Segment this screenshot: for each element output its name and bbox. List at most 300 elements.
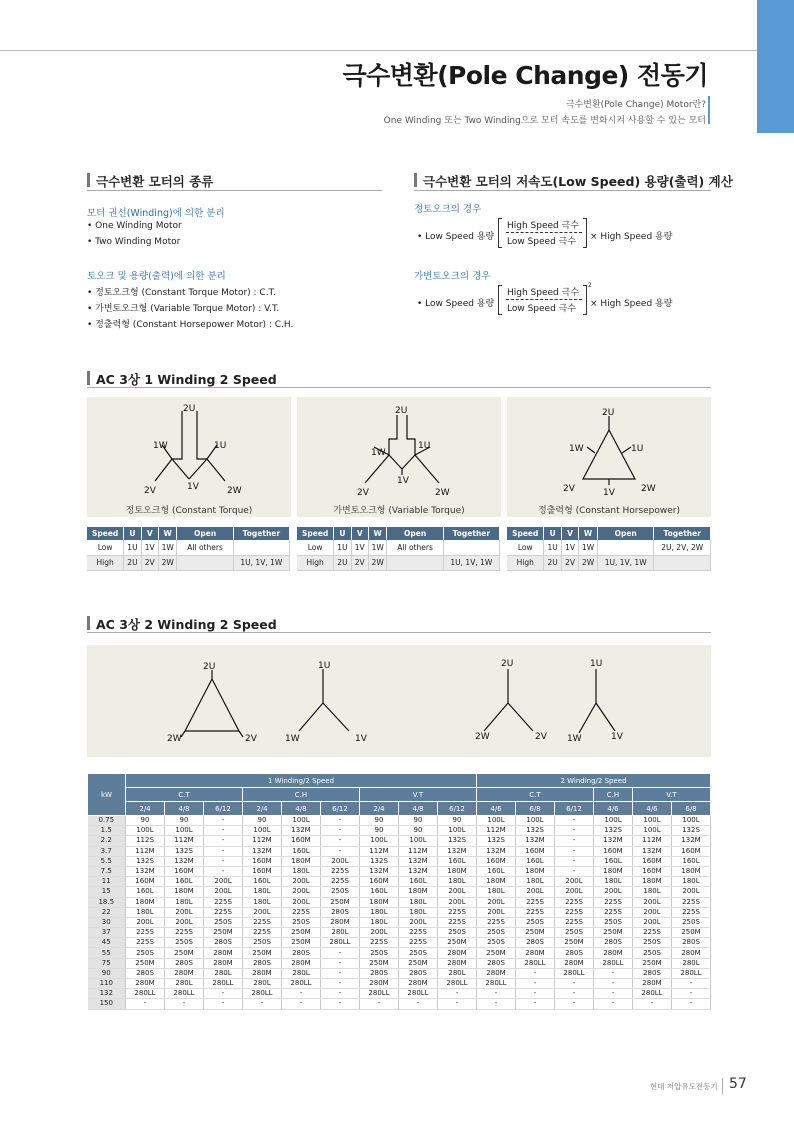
section-title-2winding: AC 3상 2 Winding 2 Speed [87, 615, 277, 633]
frame-cell: - [594, 968, 633, 978]
frame-cell: 132S [516, 826, 555, 836]
table-cell: 2U, 2V, 2W [654, 540, 711, 555]
frame-cell: - [165, 999, 204, 1009]
kw-cell: 1.5 [88, 826, 126, 836]
table-row [88, 897, 711, 907]
terminal-label: 1U [590, 659, 603, 669]
frame-cell: 200L [360, 928, 399, 938]
frame-cell: 180M [438, 866, 477, 876]
frame-cell: 180M [594, 866, 633, 876]
frame-cell: 280LL [321, 938, 360, 948]
diagram-caption: 가변토오크형 (Variable Torque) [333, 506, 465, 516]
frame-cell: 225S [282, 907, 321, 917]
frame-cell: 250S [477, 928, 516, 938]
frame-cell: 225S [555, 907, 594, 917]
frame-cell: 280M [594, 948, 633, 958]
footer-divider [722, 1078, 723, 1094]
terminal-label: 2U [395, 406, 408, 416]
frame-cell: 160L [516, 856, 555, 866]
table-cell: All others [387, 540, 443, 555]
frame-cell: 160L [399, 877, 438, 887]
col-header: Together [443, 527, 499, 540]
frame-cell: 180L [243, 887, 282, 897]
terminal-label: 2W [475, 732, 490, 742]
frame-cell: 250S [672, 917, 711, 927]
kw-cell: 18.5 [88, 897, 126, 907]
frame-cell: - [204, 866, 243, 876]
frame-cell: - [555, 989, 594, 999]
table-row [88, 877, 711, 887]
table-cell: 1W [158, 540, 177, 555]
frame-cell: 180M [399, 887, 438, 897]
frame-cell: 90 [360, 816, 399, 826]
frame-cell: - [204, 816, 243, 826]
table-row [88, 989, 711, 999]
kw-cell: 15 [88, 887, 126, 897]
bracket-right [583, 218, 587, 248]
pole-header: 6/8 [672, 802, 711, 816]
frame-cell: 160L [243, 877, 282, 887]
page-title: 극수변환(Pole Change) 전동기 [342, 61, 708, 90]
pole-header: 6/8 [516, 802, 555, 816]
frame-cell: 100L [477, 816, 516, 826]
frame-cell: 280LL [555, 968, 594, 978]
frame-size-table [87, 773, 711, 1010]
table-cell: 1U [124, 540, 141, 555]
frame-cell: 132M [126, 866, 165, 876]
terminal-label: 2U [602, 408, 615, 418]
frame-cell: - [321, 968, 360, 978]
table-cell: 2V [561, 555, 578, 570]
frame-cell: - [672, 979, 711, 989]
col-header: Open [597, 527, 654, 540]
frame-cell: - [672, 989, 711, 999]
terminal-label: 1W [567, 734, 582, 744]
frame-cell: 132S [360, 856, 399, 866]
frame-cell: 225S [516, 907, 555, 917]
frame-cell: - [204, 826, 243, 836]
frame-cell: 225S [438, 907, 477, 917]
frame-cell: 225S [477, 917, 516, 927]
table-cell: 2V [351, 555, 368, 570]
frame-cell: 132S [438, 836, 477, 846]
frame-cell: 280M [438, 948, 477, 958]
frame-cell: 180M [165, 887, 204, 897]
pole-header-row [88, 802, 711, 816]
type-header: C.H [594, 788, 633, 802]
frame-cell: 280M [360, 979, 399, 989]
ct-wiring-svg [87, 397, 291, 517]
frame-cell: 160M [360, 877, 399, 887]
frame-cell: 112M [126, 846, 165, 856]
frame-cell: 280M [204, 958, 243, 968]
frame-cell: 200L [633, 917, 672, 927]
frame-cell: 180L [165, 897, 204, 907]
table-row [88, 907, 711, 917]
frame-cell: 225S [165, 928, 204, 938]
terminal-label: 2W [227, 486, 242, 496]
col-header: U [124, 527, 141, 540]
col-header: U [334, 527, 351, 540]
frame-cell: 180L [360, 917, 399, 927]
frame-cell: 225S [243, 928, 282, 938]
frame-cell: 280S [672, 938, 711, 948]
table-row [88, 836, 711, 846]
frame-cell: 160L [360, 887, 399, 897]
frame-cell: 100L [438, 826, 477, 836]
frame-cell: - [399, 999, 438, 1009]
frame-cell: 250M [399, 958, 438, 968]
frame-cell: 160M [243, 866, 282, 876]
two-winding-svg [87, 645, 711, 757]
frame-cell: 250S [399, 948, 438, 958]
frame-cell: - [555, 979, 594, 989]
table-cell: 1W [368, 540, 387, 555]
table-cell: Low [87, 540, 124, 555]
table-row [507, 540, 711, 555]
list-item: • 정출력형 (Constant Horsepower Motor) : C.H. [87, 320, 294, 330]
terminal-label: 1V [355, 734, 367, 744]
frame-cell: 280LL [126, 989, 165, 999]
table-row [88, 958, 711, 968]
table-row [88, 887, 711, 897]
frame-cell: 280LL [165, 989, 204, 999]
frame-cell: 250M [672, 928, 711, 938]
frame-cell: 280S [243, 958, 282, 968]
frame-cell: 180M [672, 866, 711, 876]
two-winding-diagram [87, 645, 711, 757]
frame-cell: 280M [555, 958, 594, 968]
kw-cell: 37 [88, 928, 126, 938]
frame-cell: - [321, 999, 360, 1009]
frame-cell: 280L [165, 979, 204, 989]
frame-cell: 250M [633, 958, 672, 968]
vt-connection-table [297, 527, 500, 571]
frame-cell: 280LL [360, 989, 399, 999]
frame-cell: - [555, 816, 594, 826]
frame-cell: 250S [360, 948, 399, 958]
frame-cell: 250S [555, 928, 594, 938]
frame-cell: 100L [594, 816, 633, 826]
frame-cell: 250S [516, 917, 555, 927]
formula-denominator: Low Speed 극수 [507, 237, 577, 247]
table-row [87, 555, 290, 570]
table-cell: 1U, 1V, 1W [233, 555, 289, 570]
frame-cell: 225S [321, 877, 360, 887]
type-header: C.H [243, 788, 360, 802]
frame-cell: 280S [165, 958, 204, 968]
table-cell [597, 540, 654, 555]
fraction-bar [506, 299, 582, 300]
frame-cell: - [204, 999, 243, 1009]
table-cell: High [87, 555, 124, 570]
frame-cell: 225S [633, 928, 672, 938]
frame-cell: 280LL [399, 989, 438, 999]
frame-cell: 132M [477, 846, 516, 856]
ct-connection-table [87, 527, 290, 571]
pole-header: 6/12 [321, 802, 360, 816]
frame-cell: 132M [672, 836, 711, 846]
terminal-label: 2U [183, 404, 196, 414]
frame-cell: 180M [360, 897, 399, 907]
frame-cell: 200L [282, 877, 321, 887]
table-cell [177, 555, 233, 570]
frame-cell: 250S [243, 938, 282, 948]
section-title-calc: 극수변환 모터의 저속도(Low Speed) 용량(출력) 계산 [414, 172, 733, 190]
frame-cell: 90 [243, 816, 282, 826]
frame-table-body [88, 816, 711, 1010]
frame-cell: 180M [477, 877, 516, 887]
pole-header: 4/6 [477, 802, 516, 816]
frame-cell: 280LL [633, 989, 672, 999]
frame-cell: 112M [165, 836, 204, 846]
frame-cell: 200L [204, 877, 243, 887]
winding-split-heading: 모터 권선(Winding)에 의한 분리 [87, 208, 225, 219]
terminal-label: 1V [397, 476, 409, 486]
frame-cell: 180M [633, 877, 672, 887]
frame-cell: 132M [360, 866, 399, 876]
table-row [88, 968, 711, 978]
frame-cell: - [321, 979, 360, 989]
frame-cell: 160L [282, 846, 321, 856]
frame-cell: 250S [321, 887, 360, 897]
section-title-1winding: AC 3상 1 Winding 2 Speed [87, 370, 277, 388]
col-header: W [579, 527, 598, 540]
terminal-label: 2V [357, 488, 369, 498]
frame-cell: 225S [555, 917, 594, 927]
frame-cell: 180L [594, 877, 633, 887]
frame-cell: 280LL [243, 989, 282, 999]
table-cell: 1V [561, 540, 578, 555]
frame-cell: 160L [438, 856, 477, 866]
frame-cell: - [672, 999, 711, 1009]
header-rule [0, 50, 757, 51]
section-title-types: 극수변환 모터의 종류 [87, 172, 213, 190]
frame-cell: 100L [243, 826, 282, 836]
frame-cell: 90 [438, 816, 477, 826]
frame-cell: 132M [516, 836, 555, 846]
frame-cell: 225S [399, 928, 438, 938]
table-row [507, 555, 711, 570]
frame-cell: - [321, 846, 360, 856]
table-row [88, 979, 711, 989]
pole-header: 2/4 [126, 802, 165, 816]
frame-cell: 280LL [282, 979, 321, 989]
table-cell: High [507, 555, 544, 570]
frame-cell: 225S [594, 907, 633, 917]
frame-cell: - [555, 999, 594, 1009]
frame-cell: 280M [633, 979, 672, 989]
frame-cell: - [555, 846, 594, 856]
frame-cell: - [516, 968, 555, 978]
frame-cell: 225S [126, 938, 165, 948]
frame-cell: - [282, 999, 321, 1009]
frame-cell: - [555, 866, 594, 876]
frame-cell: 280M [165, 968, 204, 978]
frame-cell: 132M [633, 846, 672, 856]
frame-cell: 250M [165, 948, 204, 958]
frame-cell: 250S [594, 917, 633, 927]
frame-cell: 280S [555, 948, 594, 958]
frame-cell: 160M [165, 866, 204, 876]
frame-cell: 100L [282, 816, 321, 826]
frame-cell: - [516, 979, 555, 989]
frame-cell: 112M [633, 836, 672, 846]
frame-cell: 280S [360, 968, 399, 978]
col-header: W [368, 527, 387, 540]
frame-cell: 280L [321, 928, 360, 938]
frame-cell: 280S [477, 958, 516, 968]
terminal-label: 1U [631, 444, 644, 454]
formula-exponent: 2 [588, 282, 592, 289]
frame-cell: 200L [516, 887, 555, 897]
table-cell: 1U, 1V, 1W [597, 555, 654, 570]
frame-cell: 132M [282, 826, 321, 836]
frame-cell: 112M [243, 836, 282, 846]
group-header: 2 Winding/2 Speed [477, 774, 711, 788]
kw-cell: 3.7 [88, 846, 126, 856]
pole-header: 6/12 [438, 802, 477, 816]
frame-cell: 280M [126, 979, 165, 989]
kw-cell: 5.5 [88, 856, 126, 866]
frame-cell: 180L [633, 887, 672, 897]
type-header: C.T [126, 788, 243, 802]
frame-cell: 250M [282, 938, 321, 948]
section-rule [87, 632, 711, 633]
table-row [88, 938, 711, 948]
bracket-right [583, 285, 587, 315]
kw-cell: 45 [88, 938, 126, 948]
type-header: V.T [360, 788, 477, 802]
frame-cell: 100L [516, 816, 555, 826]
list-item: • 가변토오크형 (Variable Torque Motor) : V.T. [87, 304, 280, 314]
frame-cell: 280M [672, 948, 711, 958]
frame-cell: - [360, 999, 399, 1009]
pole-header: 4/8 [399, 802, 438, 816]
pole-header: 2/4 [243, 802, 282, 816]
col-header: Speed [297, 527, 334, 540]
pole-header: 4/6 [594, 802, 633, 816]
frame-cell: - [321, 826, 360, 836]
frame-cell: 280S [399, 968, 438, 978]
frame-cell: 160L [126, 887, 165, 897]
frame-cell: - [321, 989, 360, 999]
section-rule [414, 190, 711, 191]
table-cell: Low [507, 540, 544, 555]
terminal-label: 1U [214, 441, 227, 451]
frame-cell: 132M [243, 846, 282, 856]
frame-cell: 200L [204, 887, 243, 897]
chapter-tab [757, 0, 794, 133]
frame-cell: 250M [243, 948, 282, 958]
formula-numerator: High Speed 극수 [507, 288, 580, 298]
ch-wiring-svg [507, 397, 711, 517]
pole-header: 2/4 [360, 802, 399, 816]
frame-cell: 200L [555, 877, 594, 887]
kw-cell: 55 [88, 948, 126, 958]
kw-cell: 2.2 [88, 836, 126, 846]
frame-cell: - [594, 979, 633, 989]
frame-cell: 200L [282, 887, 321, 897]
pole-header: 6/12 [555, 802, 594, 816]
col-header: Together [654, 527, 711, 540]
col-header: U [544, 527, 561, 540]
frame-cell: - [204, 836, 243, 846]
table-cell [443, 540, 499, 555]
type-header: C.T [477, 788, 594, 802]
frame-cell: 250S [282, 917, 321, 927]
constant-torque-heading: 정토오크의 경우 [414, 204, 482, 215]
frame-cell: 100L [126, 826, 165, 836]
frame-cell: 180L [243, 897, 282, 907]
list-item: • 정토오크형 (Constant Torque Motor) : C.T. [87, 288, 276, 298]
frame-cell: - [204, 989, 243, 999]
frame-cell: 225S [321, 866, 360, 876]
frame-cell: 180L [282, 866, 321, 876]
table-cell: 2W [158, 555, 177, 570]
frame-cell: 180L [399, 907, 438, 917]
frame-cell: 160M [672, 846, 711, 856]
frame-cell: 250M [204, 928, 243, 938]
vt-wiring-diagram [297, 397, 501, 517]
frame-cell: 200L [243, 907, 282, 917]
frame-cell: 225S [126, 928, 165, 938]
frame-cell: 250S [165, 938, 204, 948]
table-row [88, 856, 711, 866]
frame-cell: - [321, 948, 360, 958]
terminal-label: 2W [641, 484, 656, 494]
frame-cell: 250S [204, 917, 243, 927]
frame-cell: 225S [438, 917, 477, 927]
terminal-label: 1U [318, 661, 331, 671]
frame-cell: 280L [243, 979, 282, 989]
variable-torque-heading: 가변토오크의 경우 [414, 271, 491, 282]
table-row [88, 826, 711, 836]
frame-cell: 180L [672, 877, 711, 887]
kw-cell: 0.75 [88, 816, 126, 826]
table-row [88, 999, 711, 1009]
type-header: V.T [633, 788, 711, 802]
frame-cell: 90 [165, 816, 204, 826]
frame-cell: 132M [399, 866, 438, 876]
table-row [88, 816, 711, 826]
table-cell [387, 555, 443, 570]
frame-cell: 250M [321, 897, 360, 907]
list-item: • One Winding Motor [87, 221, 182, 231]
kw-cell: 11 [88, 877, 126, 887]
frame-cell: 250M [438, 938, 477, 948]
kw-cell: 75 [88, 958, 126, 968]
table-cell: 2V [141, 555, 158, 570]
diagram-caption: 정출력형 (Constant Horsepower) [538, 506, 680, 516]
col-header: V [561, 527, 578, 540]
formula-denominator: Low Speed 극수 [507, 304, 577, 314]
frame-cell: - [321, 816, 360, 826]
frame-cell: 160M [243, 856, 282, 866]
pole-header: 4/6 [633, 802, 672, 816]
frame-cell: 132S [165, 846, 204, 856]
frame-cell: 200L [438, 897, 477, 907]
kw-cell: 90 [88, 968, 126, 978]
table-cell: 1U [334, 540, 351, 555]
subtitle-definition: One Winding 또는 Two Winding으로 모터 속도를 변화시켜 사용할 수 있는 모터 [383, 116, 706, 126]
frame-cell: 160M [126, 877, 165, 887]
frame-cell: 250M [477, 948, 516, 958]
frame-cell: 280LL [477, 979, 516, 989]
table-cell: 2U [334, 555, 351, 570]
table-cell: 1V [141, 540, 158, 555]
frame-cell: 280S [126, 968, 165, 978]
